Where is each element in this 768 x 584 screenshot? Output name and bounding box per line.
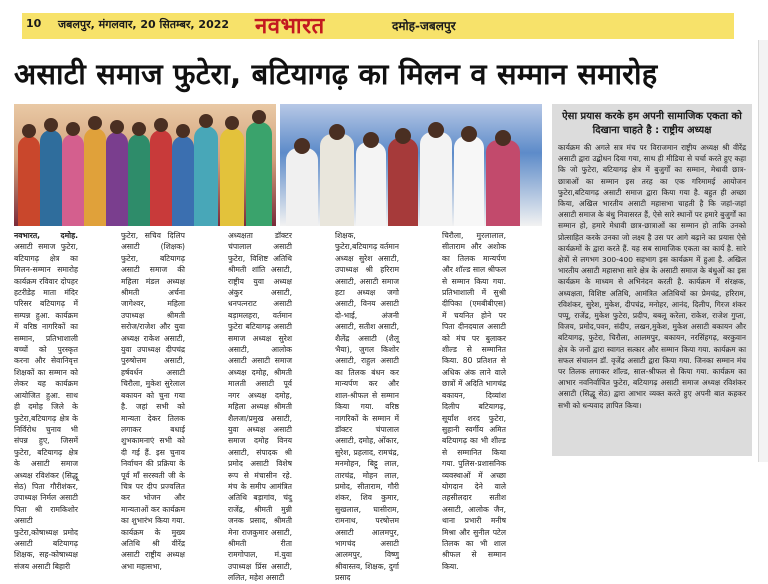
page-header — [0, 0, 768, 42]
sidebar-box — [552, 104, 752, 456]
article-column-5 — [442, 230, 506, 571]
article-column-2 — [121, 230, 185, 571]
article-headline: असाटी समाज फुटेरा, बटियागढ़ का मिलन व सम्मान समारोह — [14, 57, 658, 91]
sidebar-body: कार्यक्रम की अगले सत्र मंच पर विराजमान राष्ट्रीय अध्यक्ष श्री वीरेंद्र असाटी द्वारा उद्बोधन दिया गया, साथ ही मीडिया से चर्चा करते हुए कहा कि जो फुटेरा, बटियागढ़ क्षेत्र में बुजुर्गों का सम्मान, मेधावी छात्र-छात्राओं का सम्मान इस तरह का एक गरिमामई आयोजन फुटेरा,बटियागढ़ असाटी समाज द्वारा किया गया है. बहुत ही अच्छा किया, अखिल भारतीय असाटी महासभा चाहती है कि जहां-जहां असाटी समाज के बंधु निवासरत हैं, ऐसे सारे स्थानों पर हमारे बुजुर्गों का सम्मान हो, हमारे मेधावी छात्र-छात्राओं का सम्मान हो ताकि उनको प्रोत्साहित करके उनका जो लक्ष्य है उस पर आगे बढ़ाने का प्रयास ऐसे कार्यक्रमों के द्वारा करते हैं. यह सब सामाजिक एकता का कार्य है. सारे क्षेत्रों से लगभग 300-400 सहभाग इस कार्यक्रम में हुआ है. अखिल भारतीय असाटी महासभा सारे क्षेत्र के असाटी समाज के बंधुओं का इस कार्यक्रम के माध्यम से अभिनंदन करती है. कार्यक्रम में संरक्षक, अध्यक्षता, विशिष्ट अतिथि, आमंत्रित अतिथियों का प्रेमचंद्र, हरिराम, रविशंकर, सुरेश, मुकेश, दीपचंद्र, मनोहर, आनंद, दिलीप, गिरज शंकर पप्पू, राजेंद्र, मुकेश फुटेरा, प्रदीप, बबलू करेला, राकेश, राजेश गुप्ता, विजय, प्रमोद,पवन, संदीप, लखन,मुकेश, मुकेश असाटी बकायन और बटियागढ़, फुटेरा, चिरौला, आलमपुर, बकायन, नरसिंहगढ़, बरकुवान क्षेत्र के जनों द्वारा स्वागत सत्कार और सम्मान किया गया. कार्यक्रम का सफल संचालन डॉ. वृजेंद्र असाटी द्वारा किया गया. जिनका सम्मान मंच पर तिलक लगाकर शॉल्ड, साल-श्रीफल से किया गया. कार्यक्रम का आभार नवनिर्वाचित फुटेरा, बटियागढ़ असाटी समाज अध्यक्ष रविशंकर असाटी (सिद्धू सेठ) द्वारा आभार व्यक्त करते हुए अपनी बात कहकर सभी को धन्यवाद ज्ञापित किया। — [558, 143, 746, 410]
article-column-3 — [228, 230, 292, 583]
group-photo-felicitation — [280, 104, 542, 226]
article-lead: नवभारत, दमोह. — [14, 231, 78, 240]
article-column-4 — [335, 230, 400, 583]
group-photo-women — [14, 104, 276, 226]
column-text: शिक्षक, फुटेरा,बटियागढ़ वर्तमान अध्यक्ष सुरेश असाटी, उपाध्यक्ष श्री हरिराम असाटी, असाटी समाज हटा अध्यक्ष जगो असाटी, विनय असाटी दो-भाई, अंजनी असाटी, सतीश असाटी, शैलेंद्र असाटी (शैलू भैया), जुगल किशोर असाटी, राहुल असाटी का तिलक बंधन कर मान्यर्पण कर और शाल-श्रीफल से सम्मान किया गया. वरिष्ठ नागरिकों के सम्मान में डॉक्टर चंपालाल असाटी, दमोह, ओंकार, सुरेश, प्रहलाद, रामचंद्र, मनमोहन, बिट्टू लाल, तारचंद्र, मोहन लाल, प्रमोद, सीताराम, गौरी शंकर, शिव कुमार, सुखलाल, घासीराम, रामनाथ, परषोत्तम असाटी आलमपुर, भागचंद असाटी आलमपुर, विष्णु श्रीवास्तव, शिक्षक, दुर्गा प्रसाद — [335, 231, 400, 583]
adjacent-page-edge — [758, 40, 768, 462]
column-text: असाटी समाज फुटेरा, बटियागढ़ क्षेत्र का मिलन-सम्मान समारोह कार्यक्रम रविवार दोपहर हटरीडेह माता मंदिर परिसर बटियागढ़ में सम्पन्न हुआ. कार्यक्रम में वरिष्ठ नागरिकों का सम्मान, प्रतिभाशाली बच्चों को पुरस्कृत करना और सेवानिवृत्त शिक्षकों का सम्मान को लेकर यह कार्यक्रम आयोजित हुआ. साथ ही दमोह जिले के फुटेरा,बटियागढ़ क्षेत्र के निर्विरोध चुनाव भी संपन्न हुए, जिसमें फुटेरा, बटियागढ़ क्षेत्र के असाटी समाज अध्यक्ष रविशंकर (सिद्धू सेठ) पिता गौरीशंकर, उपाध्यक्ष निर्मल असाटी पिता श्री रामकिशोर असाटी फुटेरा,कोषाध्यक्ष प्रमोद असाटी बटियागढ़ शिक्षक, सह-कोषाध्यक्ष संजय असाटी बिहारी — [14, 242, 78, 571]
column-text: फुटेरा, सचिव दिलिप असाटी (शिक्षक) फुटेरा, बटियागढ़ असाटी समाज की महिला मंडल अध्यक्ष श्रीमती अर्चना जागेश्वर, महिला उपाध्यक्ष श्रीमती सरोज/राजेश और युवा अध्यक्ष राकेश असाटी, युवा उपाध्यक्ष दीपचंद्र पुरुषोत्तम असाटी, हर्षवर्धन असाटी चिरौला, मुकेश सुरेलाल बकायन को चुना गया है. जहां सभी को मान्यता देकर तिलक लगाकर बधाई शुभकामनाएं सभी को दी गई हैं. इस चुनाव निर्वाचन की प्रक्रिया के पूर्व माँ सरस्वती जी के चित्र पर दीप प्रज्वलित कर भोजन और मान्यताओं कर कार्यक्रम का शुभारंभ किया गया. कार्यक्रम के मुख्य अतिथि श्री वीरेंद्र असाटी राष्ट्रीय अध्यक्ष अभा महासभा, — [121, 231, 185, 571]
edition-label: दमोह-जबलपुर — [392, 19, 456, 33]
dateline: जबलपुर, मंगलवार, 20 सितम्बर, 2022 — [58, 18, 230, 31]
page-number: 10 — [26, 17, 42, 30]
article-column-1 — [14, 230, 78, 571]
column-text: अध्यक्षता डॉक्टर चंपालाल असाटी फुटेरा, विशिष्ट अतिथि श्रीमती शांति असाटी, राष्ट्रीय युवा अध्यक्ष अंकुर असाटी, धनपत्नराट असाटी बड़ामलहरा, वर्तमान फुटेरा बटियागढ़ असाटी समाज अध्यक्ष सुरेश असाटी, आलोक असाटी असाटी समाज अध्यक्ष दमोह, श्रीमती मालती असाटी पूर्व नगर अध्यक्ष दमोह, महिला अध्यक्ष श्रीमती शैलजा/प्रमुख असाटी, युवा अध्यक्ष असाटी समाज दमोह विनय असाटी, संपादक श्री प्रमोद असाटी विशेष रूप से मंचासीन रहे. मंच के समीप आमंत्रित अतिथि बड़ागांव, चंदु राजेंद्र, श्रीमती मुन्नी जनक प्रसाद, श्रीमती मेना राजकुमार असाटी, श्रीमती रीता रामगोपाल, मं.युवा उपाध्यक्ष प्रिंस असाटी, ललित, महेश असाटी — [228, 231, 292, 583]
sidebar-title: ऐसा प्रयास करके हम अपनी सामाजिक एकता को दिखाना चाहते है : राष्ट्रीय अध्यक्ष — [562, 111, 742, 136]
column-text: चिरौला, मुरलालाल, सीताराम और अशोक का तिलक मान्यर्पण और शॉल्ड साल श्रीफल से सम्मान किया गया. प्रतिभाशाली में सुश्री दीपिका (एमबीबीएस) में चयनित होने पर पिता दीनदयाल असाटी को मंच पर बुलाकर शील्ड से सम्मानित किया. 80 प्रतिशत से अधिक अंक लाने वाले छात्रों में अदिति भागचंद्र बकायन, दिव्यांश दिलीप बटियागढ़, सूर्यांश शरद फुटेरा, सुहानी स्वर्गीय अमित बटियागढ़ का भी शील्ड से सम्मानित किया गया. पुलिस-प्रशासनिक व्यवस्थाओं में अच्छा योगदान देने वाले तहसीलदार सतीश असाटी, आलोक जैन, थाना प्रभारी मनीष मिश्रा और सुनील पटेल तिलक का भी शाल श्रीफल से सम्मान किया. — [442, 231, 506, 571]
newspaper-brand: नवभारत — [255, 13, 325, 39]
